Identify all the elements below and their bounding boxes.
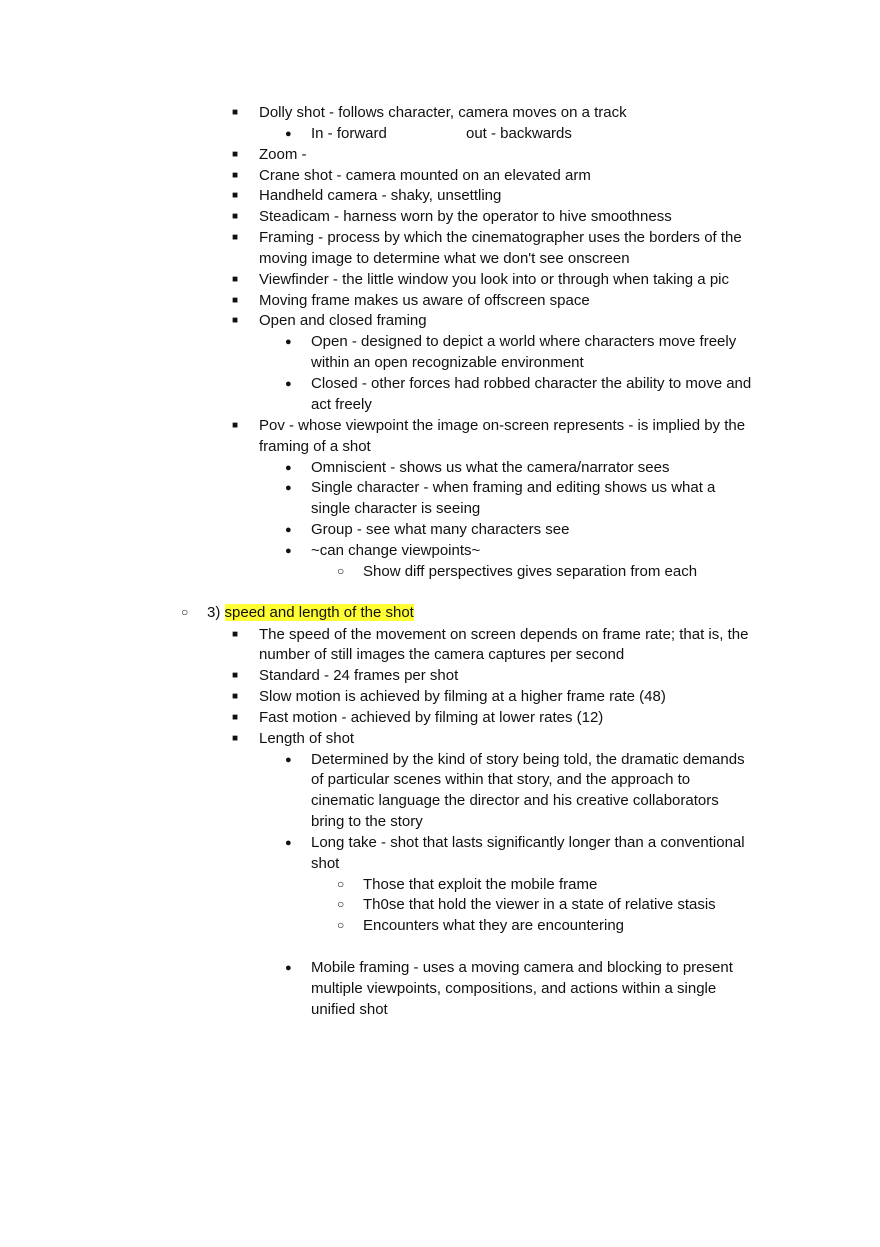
list-item-continuation: number of still images the camera captures per second xyxy=(259,646,625,663)
list-item: In - forward xyxy=(311,125,387,142)
list-item: Framing - process by which the cinematographer uses the borders of the xyxy=(259,229,742,246)
square-bullet-icon xyxy=(232,207,238,229)
list-item-continuation: multiple viewpoints, compositions, and actions within a single xyxy=(311,980,717,997)
list-item: Those that exploit the mobile frame xyxy=(363,876,598,893)
list-item: Encounters what they are encountering xyxy=(363,917,624,934)
dot-bullet-icon xyxy=(285,478,292,499)
square-bullet-icon xyxy=(232,145,238,167)
list-item-continuation: single character is seeing xyxy=(311,500,481,517)
circle-bullet-icon xyxy=(181,603,188,623)
list-item: Handheld camera - shaky, unsettling xyxy=(259,187,502,204)
square-bullet-icon xyxy=(232,103,238,125)
list-item-continuation: within an open recognizable environment xyxy=(311,354,584,371)
list-item: Open - designed to depict a world where characters move freely xyxy=(311,333,737,350)
square-bullet-icon xyxy=(232,270,238,292)
dot-bullet-icon xyxy=(285,332,292,353)
list-item: out - backwards xyxy=(466,125,572,142)
list-item: Dolly shot - follows character, camera moves on a track xyxy=(259,104,627,121)
list-item: Length of shot xyxy=(259,730,355,747)
list-item: Determined by the kind of story being told, the dramatic demands xyxy=(311,751,745,768)
list-item: The speed of the movement on screen depends on frame rate; that is, the xyxy=(259,626,749,643)
list-item-continuation: moving image to determine what we don't see onscreen xyxy=(259,250,630,267)
list-item: Show diff perspectives gives separation from each xyxy=(363,563,698,580)
square-bullet-icon xyxy=(232,311,238,333)
circle-bullet-icon xyxy=(337,562,344,582)
square-bullet-icon xyxy=(232,625,238,647)
section-heading xyxy=(207,603,414,623)
list-item-continuation: framing of a shot xyxy=(259,438,371,455)
square-bullet-icon xyxy=(232,291,238,313)
dot-bullet-icon xyxy=(285,124,292,145)
list-item: Crane shot - camera mounted on an elevated arm xyxy=(259,167,591,184)
list-item: Group - see what many characters see xyxy=(311,521,570,538)
list-item: Fast motion - achieved by filming at lower rates (12) xyxy=(259,709,604,726)
square-bullet-icon xyxy=(232,228,238,250)
square-bullet-icon xyxy=(232,687,238,709)
list-item: Slow motion is achieved by filming at a higher frame rate (48) xyxy=(259,688,666,705)
list-item-continuation: cinematic language the director and his creative collaborators xyxy=(311,792,719,809)
list-item-continuation: of particular scenes within that story, and the approach to xyxy=(311,771,691,788)
square-bullet-icon xyxy=(232,729,238,751)
list-item: Omniscient - shows us what the camera/narrator sees xyxy=(311,459,670,476)
dot-bullet-icon xyxy=(285,958,292,979)
list-item: ~can change viewpoints~ xyxy=(311,542,481,559)
list-item: Single character - when framing and editing shows us what a xyxy=(311,479,716,496)
highlighted-heading-text: speed and length of the shot xyxy=(224,604,414,621)
list-item: Viewfinder - the little window you look into or through when taking a pic xyxy=(259,271,729,288)
list-item: Steadicam - harness worn by the operator to hive smoothness xyxy=(259,208,672,225)
list-item: Long take - shot that lasts significantly longer than a conventional xyxy=(311,834,745,851)
list-item: Moving frame makes us aware of offscreen space xyxy=(259,292,590,309)
square-bullet-icon xyxy=(232,166,238,188)
dot-bullet-icon xyxy=(285,458,292,479)
square-bullet-icon xyxy=(232,416,238,438)
circle-bullet-icon xyxy=(337,875,344,895)
section-number: 3) xyxy=(207,604,225,621)
list-item: Closed - other forces had robbed character the ability to move and xyxy=(311,375,752,392)
list-item-continuation: act freely xyxy=(311,396,372,413)
list-item: Th0se that hold the viewer in a state of relative stasis xyxy=(363,896,716,913)
list-item: Zoom - xyxy=(259,146,307,163)
list-item: Open and closed framing xyxy=(259,312,427,329)
square-bullet-icon xyxy=(232,666,238,688)
square-bullet-icon xyxy=(232,708,238,730)
list-item: Pov - whose viewpoint the image on-screen represents - is implied by the xyxy=(259,417,746,434)
circle-bullet-icon xyxy=(337,916,344,936)
square-bullet-icon xyxy=(232,186,238,208)
list-item: Standard - 24 frames per shot xyxy=(259,667,459,684)
list-item: Mobile framing - uses a moving camera and blocking to present xyxy=(311,959,733,976)
list-item-continuation: unified shot xyxy=(311,1001,388,1018)
dot-bullet-icon xyxy=(285,750,292,771)
dot-bullet-icon xyxy=(285,520,292,541)
dot-bullet-icon xyxy=(285,541,292,562)
dot-bullet-icon xyxy=(285,374,292,395)
list-item-continuation: shot xyxy=(311,855,340,872)
dot-bullet-icon xyxy=(285,833,292,854)
circle-bullet-icon xyxy=(337,895,344,915)
list-item-continuation: bring to the story xyxy=(311,813,423,830)
